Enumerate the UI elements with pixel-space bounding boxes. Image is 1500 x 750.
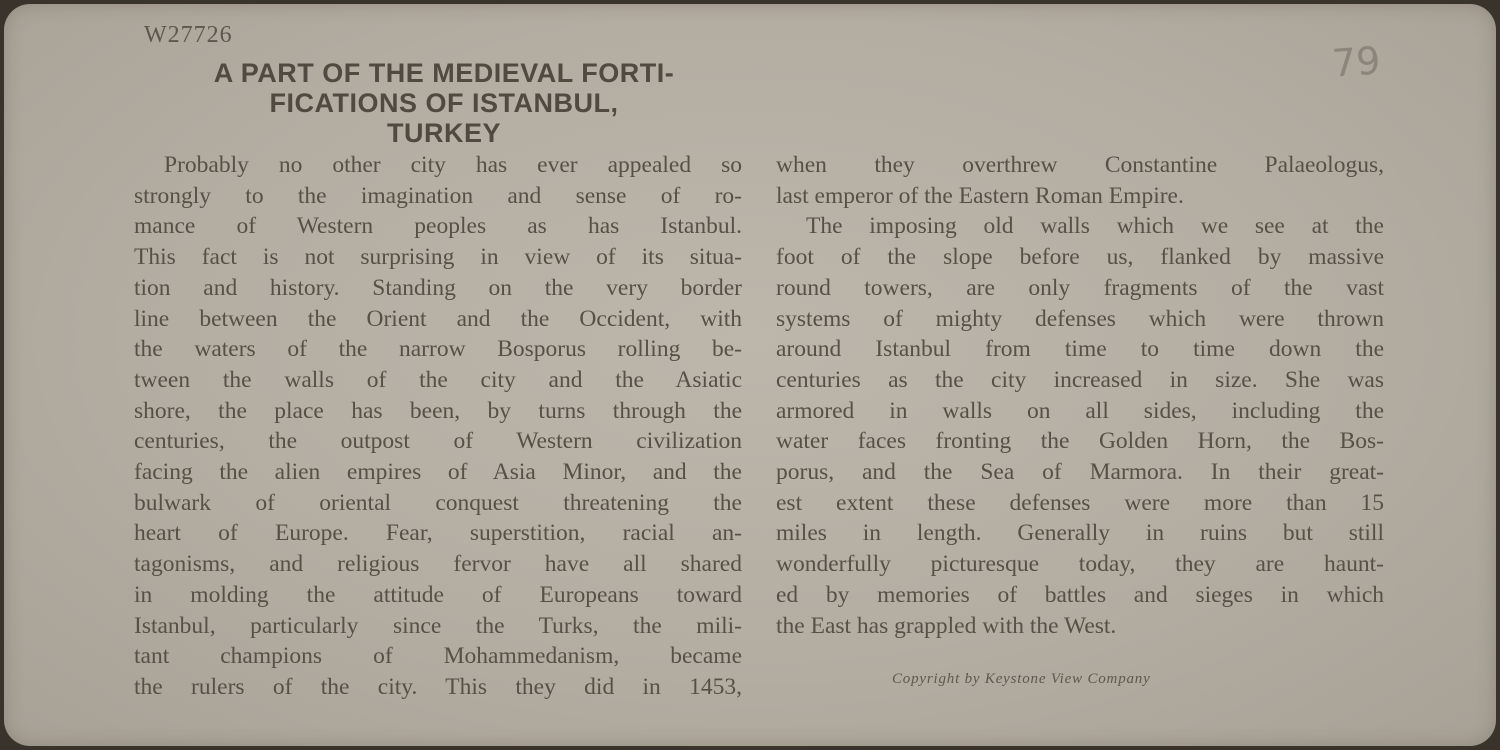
text-line: tween the walls of the city and the Asiatic [134,366,742,393]
text-line: when they overthrew Constantine Palaeologus, [776,152,1384,178]
text-line: the rulers of the city. This they did in 1453, [134,673,742,700]
text-line: wonderfully picturesque today, they are haunt- [776,551,1384,578]
text-line: last emperor of the Eastern Roman Empire. [776,182,1184,209]
text-line: the waters of the narrow Bosporus rolling be- [134,336,742,363]
card-title [124,58,764,148]
text-line: mance of Western peoples as has Istanbul. [134,213,742,240]
text-line: shore, the place has been, by turns through the [134,397,742,424]
text-line: the East has grappled with the West. [776,612,1117,639]
text-line: This fact is not surprising in view of its situa- [134,244,742,271]
text-line: ed by memories of battles and sieges in which [776,581,1384,608]
text-line: Istanbul, particularly since the Turks, the mili- [134,612,742,639]
text-line: heart of Europe. Fear, superstition, racial an- [134,520,742,547]
text-line: strongly to the imagination and sense of ro- [134,182,742,209]
text-line: tion and history. Standing on the very border [134,274,742,301]
title-line: FICATIONS OF ISTANBUL, [269,88,619,118]
text-line: centuries as the city increased in size. She was [776,366,1384,393]
text-line: foot of the slope before us, flanked by massive [776,244,1384,271]
text-line: line between the Orient and the Occident, with [134,305,742,332]
text-line: porus, and the Sea of Marmora. In their great- [776,459,1384,486]
text-line: centuries, the outpost of Western civilization [134,428,742,455]
text-line: miles in length. Generally in ruins but still [776,520,1384,547]
catalog-number: W27726 [144,22,233,48]
text-line: in molding the attitude of Europeans toward [134,581,742,608]
text-line: tagonisms, and religious fervor have all shared [134,551,742,578]
text-line: around Istanbul from time to time down the [776,336,1384,363]
stereoview-card-back [4,4,1496,746]
handwritten-page-number: 79 [1330,38,1382,86]
text-line: est extent these defenses were more than 15 [776,489,1384,516]
text-line: The imposing old walls which we see at the [806,213,1384,240]
text-line: armored in walls on all sides, including the [776,397,1384,424]
text-line: bulwark of oriental conquest threatening the [134,489,742,516]
copyright-notice: Copyright by Keystone View Company [892,671,1151,687]
text-line: facing the alien empires of Asia Minor, and the [134,459,742,486]
right-text-column [776,150,1384,641]
text-line: round towers, are only fragments of the vast [776,274,1384,301]
left-text-column [134,150,742,703]
text-line: Probably no other city has ever appealed so [164,152,742,178]
title-line: A PART OF THE MEDIEVAL FORTI- [213,58,675,88]
text-line: systems of mighty defenses which were thrown [776,305,1384,332]
text-line: tant champions of Mohammedanism, became [134,643,742,670]
text-line: water faces fronting the Golden Horn, the Bos- [776,428,1384,455]
title-line: TURKEY [386,118,501,148]
